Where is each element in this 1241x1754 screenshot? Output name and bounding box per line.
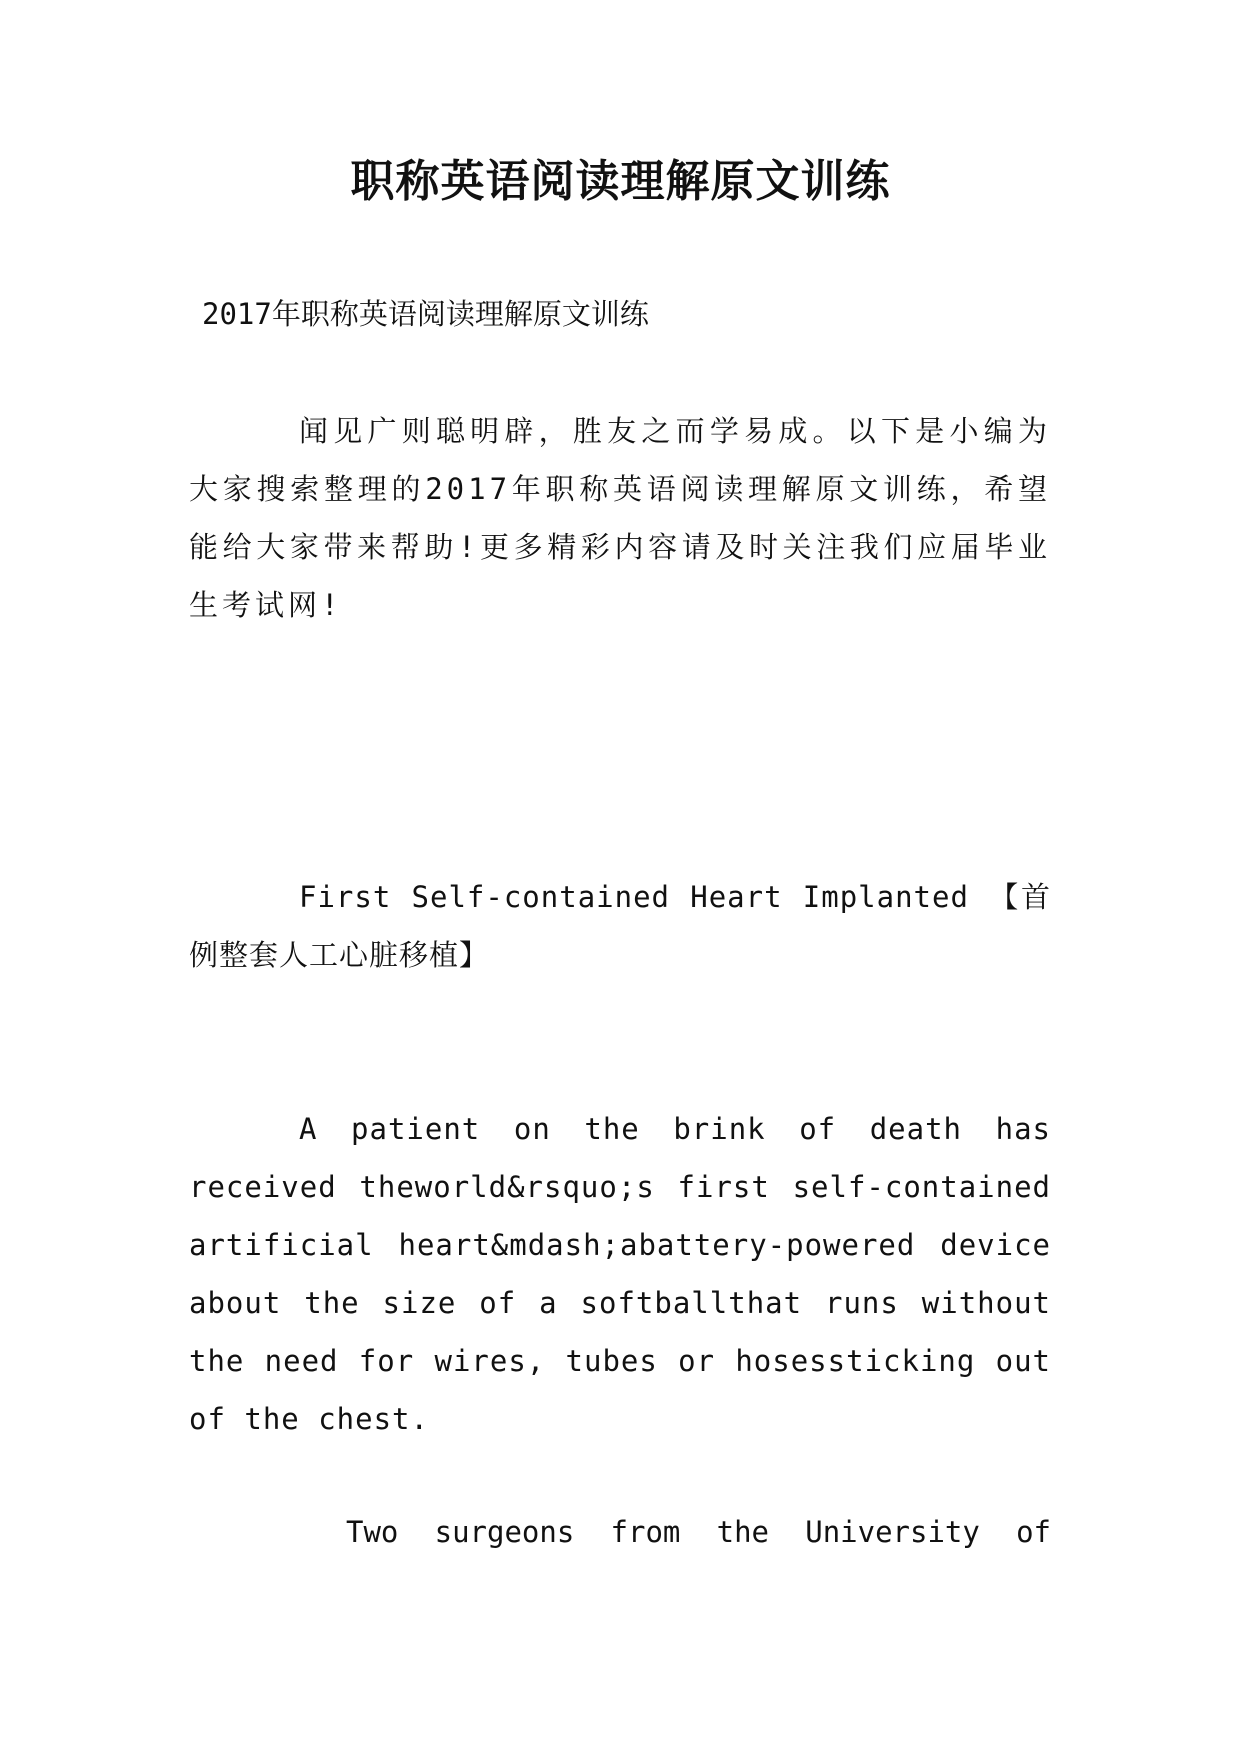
intro-paragraph: 闻见广则聪明辟，胜友之而学易成。以下是小编为大家搜索整理的2017年职称英语阅读理解原文训练，希望能给大家带来帮助!更多精彩内容请及时关注我们应届毕业生考试网! [189, 414, 1051, 622]
article-paragraph-2: Two surgeons from the University of [346, 1515, 1051, 1549]
article-heading: First Self-contained Heart Implanted 【首例整套人工心脏移植】 [189, 880, 1051, 972]
document-title: 职称英语阅读理解原文训练 [350, 156, 891, 207]
article-paragraph-1: A patient on the brink of death has received theworld&rsquo;s first self-contained artificial heart&mdash;abattery-powered device about the size of a softballthat runs without the need for wires, tubes or hosessticking out of the chest. [189, 1112, 1051, 1436]
document-subtitle: 2017年职称英语阅读理解原文训练 [202, 297, 649, 331]
